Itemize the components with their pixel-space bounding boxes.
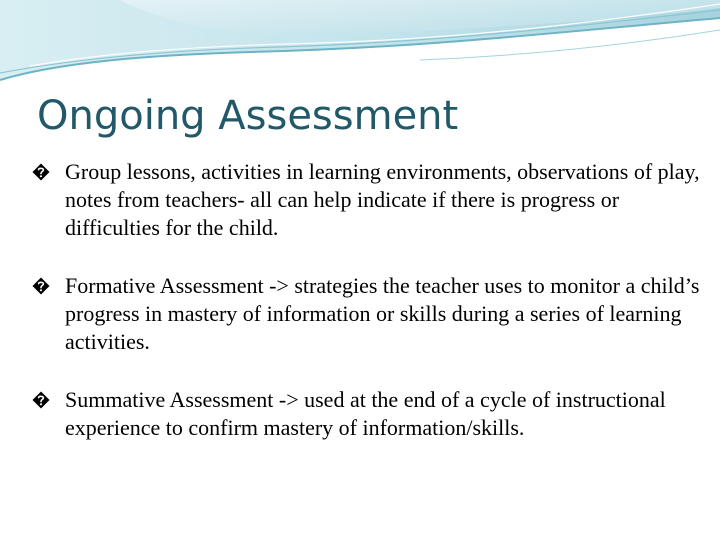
list-item xyxy=(30,158,710,242)
slide-title: Ongoing Assessment xyxy=(37,93,459,139)
list-item xyxy=(30,386,710,442)
bullet-text: Group lessons, activities in learning environments, observations of play, notes from teachers- all can help indicate if there is progress or difficulties for the child. xyxy=(65,159,700,240)
bullet-text: Summative Assessment -> used at the end of a cycle of instructional experience to confirm mastery of information/skills. xyxy=(65,387,666,440)
bullet-text: Formative Assessment -> strategies the teacher uses to monitor a child’s progress in mastery of information or skills during a series of learning activities. xyxy=(65,273,700,354)
bullet-list xyxy=(30,158,710,442)
replacement-character-icon xyxy=(32,277,50,295)
replacement-character-icon xyxy=(32,163,50,181)
replacement-character-icon xyxy=(32,391,50,409)
list-item xyxy=(30,272,710,356)
top-banner-decoration xyxy=(0,0,720,90)
